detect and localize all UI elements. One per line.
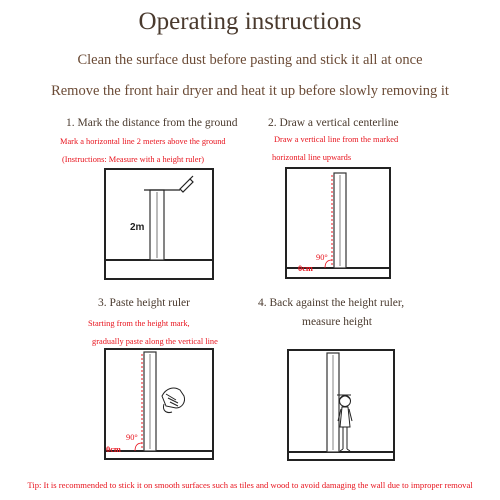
step-1-2m-label: 2m [130, 222, 145, 233]
step-3-zero-label: 0cm [106, 445, 121, 454]
step-1-note-2: (Instructions: Measure with a height ruler) [62, 155, 205, 164]
step-4-illustration [287, 349, 395, 461]
step-4-heading-line-1: 4. Back against the height ruler, [258, 297, 405, 309]
step-1-heading: 1. Mark the distance from the ground [66, 117, 238, 129]
subtitle-remove-instructions: Remove the front hair dryer and heat it up before slowly removing it [51, 83, 449, 99]
step-2-zero-label: 0cm [298, 264, 313, 273]
step-2-note-2: horizontal line upwards [272, 153, 352, 162]
step-4-heading-line-2: measure height [302, 316, 372, 328]
step-3-note-2: gradually paste along the vertical line [92, 337, 218, 346]
step-2-heading: 2. Draw a vertical centerline [268, 117, 399, 129]
step-3-illustration [104, 348, 214, 460]
tip-text: Tip: It is recommended to stick it on smooth surfaces such as tiles and wood to avoid damaging the wall due to improper removal [27, 480, 473, 490]
step-2-note-1: Draw a vertical line from the marked [274, 135, 399, 144]
page-title: Operating instructions [138, 8, 362, 35]
step-1-illustration [104, 168, 214, 280]
step-3-heading: 3. Paste height ruler [98, 297, 190, 309]
subtitle-clean-surface: Clean the surface dust before pasting and stick it all at once [77, 52, 423, 68]
step-2-illustration [285, 167, 391, 279]
step-3-angle-label: 90° [126, 433, 138, 442]
step-3-note-1: Starting from the height mark, [88, 319, 190, 328]
step-1-note-1: Mark a horizontal line 2 meters above the ground [60, 137, 226, 146]
step-2-angle-label: 90° [316, 253, 328, 262]
